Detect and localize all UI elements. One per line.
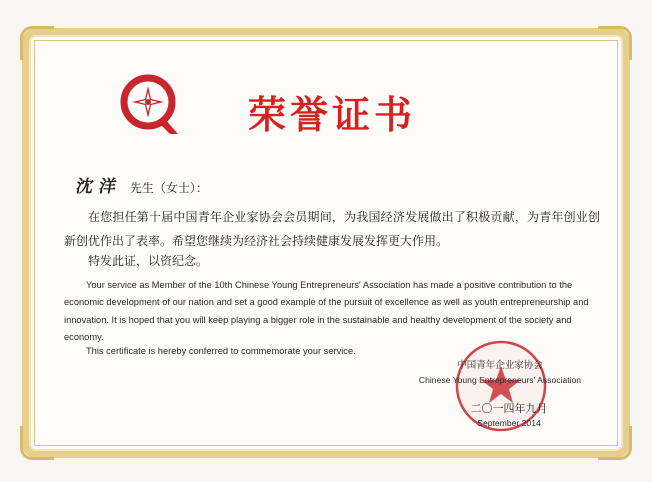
corner-ornament — [20, 426, 54, 460]
recipient-honorific: 先生（女士）： — [129, 181, 208, 195]
recipient-name: 沈洋 — [74, 177, 124, 197]
issue-date-chinese: 二〇一四年九月 — [470, 402, 548, 415]
certificate-title: 荣誉证书 — [248, 92, 417, 137]
recipient-line — [76, 178, 208, 197]
association-logo-icon — [118, 72, 184, 138]
english-body-text: Your service as Member of the 10th Chinese Young Entrepreneurs' Association has made a positive contribution to the economic development of our nation and set a good example of the pursuit of excellence as well as youth entrepreneurship and innovation. It is hoped that you will keep playing a bigger role in the sustainable and healthy development of the society and economy. — [64, 280, 589, 342]
corner-ornament — [598, 26, 632, 60]
issue-date-english: September 2014 — [477, 418, 541, 428]
corner-ornament — [20, 26, 54, 60]
english-closing-text: This certificate is hereby conferred to commemorate your service. — [86, 346, 356, 356]
corner-ornament — [598, 426, 632, 460]
issuer-english: Chinese Young Entrepreneurs' Association — [418, 375, 582, 385]
chinese-body-text: 在您担任第十届中国青年企业家协会会员期间，为我国经济发展做出了积极贡献，为青年创业创新创优作出了表率。希望您继续为经济社会持续健康发展发挥更大作用。 — [64, 210, 600, 248]
issuer-block — [410, 360, 590, 386]
issuer-chinese: 中国青年企业家协会 — [457, 360, 543, 371]
chinese-closing-text: 特发此证，以资纪念。 — [88, 254, 209, 268]
